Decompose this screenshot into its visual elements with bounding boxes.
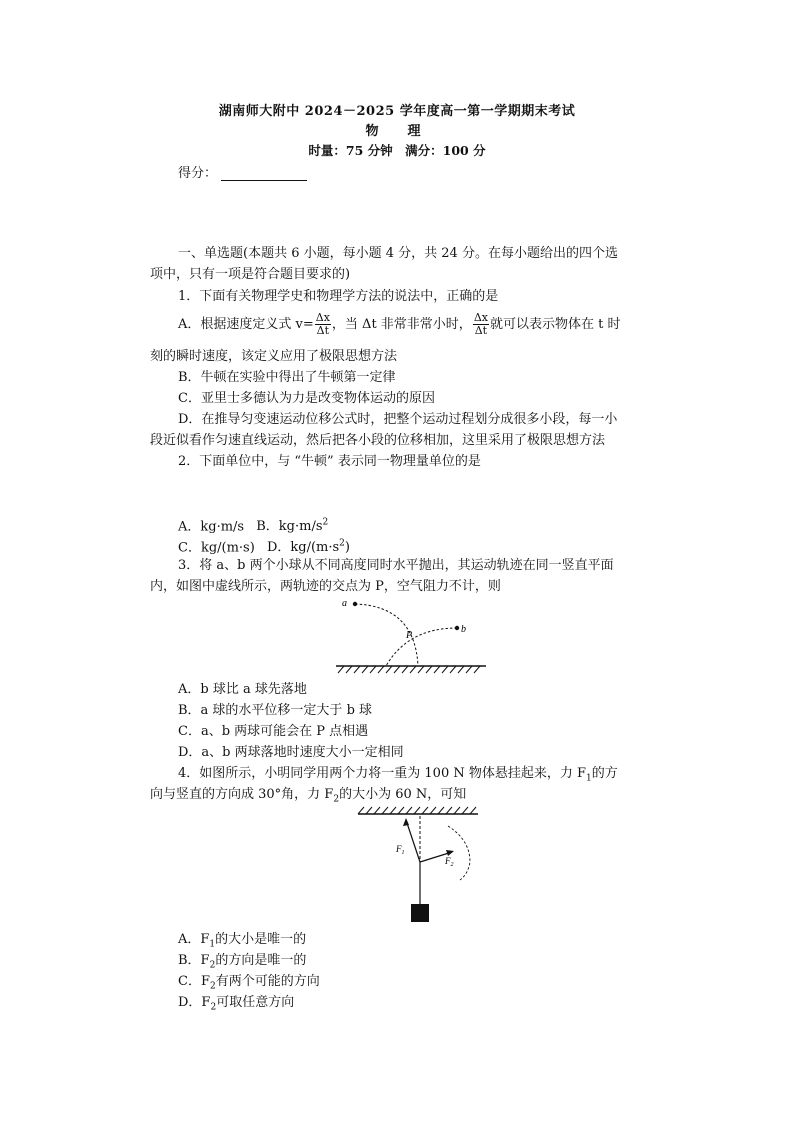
- q4-ceiling-hatching: [358, 807, 476, 814]
- q1-frac1-num: Δx: [315, 311, 330, 324]
- q1-a-part1: A．根据速度定义式 v=: [178, 317, 314, 332]
- q4-label-f1: $F_1$: [396, 844, 405, 856]
- q2-d-end: ): [344, 540, 350, 556]
- q4-a-pre: A．F: [178, 932, 210, 947]
- q2-stem: 2．下面单位中，与 “牛顿” 表示同一物理量单位的是: [178, 454, 481, 469]
- q4-stem1-sub: 1: [586, 773, 592, 784]
- q3-label-a: a: [342, 598, 347, 609]
- q1-stem: 1．下面有关物理学史和物理学方法的说法中，正确的是: [178, 289, 499, 304]
- q4-a-post: 的大小是唯一的: [215, 932, 307, 947]
- section1-intro-line1: 一、单选题(本题共 6 小题，每小题 4 分，共 24 分。在每小题给出的四个选: [178, 246, 618, 261]
- q2-option-d[interactable]: [267, 540, 350, 555]
- q1-option-a[interactable]: [178, 308, 658, 342]
- q1-a-part3: 就可以表示物体在 t 时: [489, 317, 621, 332]
- q3-label-b: b: [461, 624, 466, 635]
- q2-b-text: B．kg·m/s: [256, 519, 323, 535]
- q2-d-text: D．kg/(m·s: [266, 540, 340, 556]
- q2-b-sup: 2: [322, 518, 329, 528]
- q1-a-line2: 刻的瞬时速度，该定义应用了极限思想方法: [150, 349, 398, 364]
- q3-option-b[interactable]: B．a 球的水平位移一定大于 b 球: [178, 703, 373, 718]
- q4-a-sub: 1: [209, 939, 216, 950]
- q3-stem-line1: 3．将 a、b 两个小球从不同高度同时水平抛出，其运动轨迹在同一竖直平面: [178, 558, 614, 573]
- q4-option-d[interactable]: [178, 992, 638, 1019]
- q2-option-a[interactable]: A．kg·m/s: [178, 519, 245, 535]
- q1-fraction-2: [473, 312, 489, 337]
- q4-stem1-b: 的方: [591, 766, 618, 781]
- q1-fraction-1: [315, 312, 331, 337]
- q3-option-c[interactable]: C．a、b 两球可能会在 P 点相遇: [178, 724, 369, 739]
- score-blank[interactable]: [221, 168, 307, 181]
- q3-option-d[interactable]: D．a、b 两球落地时速度大小一定相同: [178, 745, 404, 760]
- q4-stem2-b: 的大小为 60 N，可知: [339, 787, 467, 802]
- q3-label-p: P: [406, 630, 413, 641]
- q4-c-post: 有两个可能的方向: [215, 974, 320, 989]
- exam-meta: 时量：75 分钟 满分：100 分: [308, 143, 486, 158]
- q3-stem-line2: 内，如图中虚线所示，两轨迹的交点为 P，空气阻力不计，则: [150, 579, 501, 594]
- exam-subject: 物 理: [365, 124, 429, 139]
- q3-trajectory-b: [386, 628, 457, 666]
- q3-ground-hatching: [338, 666, 480, 673]
- q3-option-a[interactable]: A．b 球比 a 球先落地: [178, 682, 307, 697]
- q1-option-b[interactable]: B．牛顿在实验中得出了牛顿第一定律: [178, 370, 396, 385]
- q4-c-sub: 2: [209, 981, 216, 992]
- q4-f1-arrowhead: [403, 818, 409, 826]
- q4-stem2-a: 向与竖直的方向成 30°角，力 F: [150, 787, 334, 802]
- score-field: [178, 162, 307, 181]
- q4-d-pre: D．F: [178, 995, 211, 1010]
- q4-force-figure: [348, 806, 488, 926]
- q4-label-f2: $F_2$: [445, 856, 454, 868]
- q4-d-sub: 2: [210, 1002, 217, 1013]
- q4-c-pre: C．F: [178, 974, 210, 989]
- q1-d-line2: 段近似看作匀速直线运动，然后把各小段的位移相加，这里采用了极限思想方法: [150, 433, 606, 448]
- q2-d-sup: 2: [339, 539, 345, 549]
- q1-option-d[interactable]: D．在推导匀变速运动位移公式时，把整个运动过程划分成很多小段，每一小: [178, 412, 618, 427]
- q1-option-c[interactable]: C．亚里士多德认为力是改变物体运动的原因: [178, 391, 435, 406]
- q3-trajectory-figure: [330, 594, 490, 676]
- q2-option-c[interactable]: C．kg/(m·s): [178, 540, 255, 556]
- q4-b-sub: 2: [209, 960, 216, 971]
- q4-weight-block: [411, 904, 429, 922]
- section1-intro-line2: 项中，只有一项是符合题目要求的): [150, 267, 351, 282]
- q4-d-post: 可取任意方向: [216, 995, 295, 1010]
- q1-frac2-den: Δt: [474, 324, 488, 337]
- exam-title: 湖南师大附中 2024－2025 学年度高一第一学期期末考试: [218, 104, 576, 119]
- q1-frac1-den: Δt: [316, 324, 330, 337]
- score-label: 得分：: [178, 166, 218, 181]
- q4-b-post: 的方向是唯一的: [215, 953, 307, 968]
- q1-a-part2: ，当 Δt 非常非常小时，: [331, 317, 472, 332]
- q4-b-pre: B．F: [178, 953, 210, 968]
- q4-stem1-a: 4．如图所示，小明同学用两个力将一重为 100 N 物体悬挂起来，力 F: [178, 766, 587, 781]
- q4-stem2-sub: 2: [333, 794, 340, 805]
- q4-f1-arrow: [406, 820, 420, 862]
- q2-option-b[interactable]: [256, 519, 328, 534]
- q1-frac2-num: Δx: [473, 311, 488, 324]
